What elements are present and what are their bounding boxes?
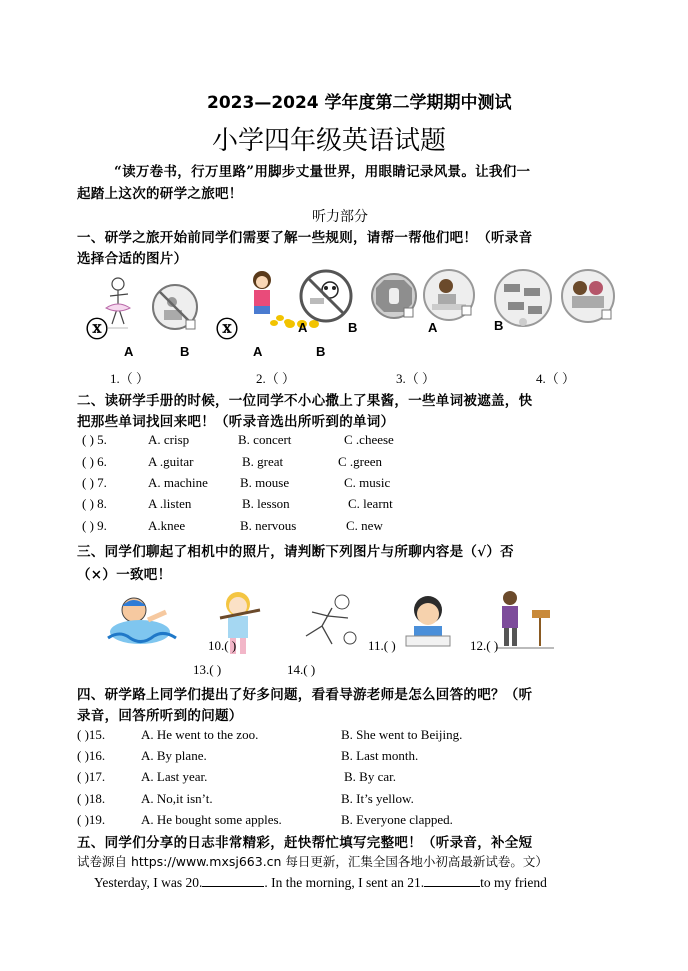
passage-start: Yesterday, I was 20. [94,875,203,890]
source-note: 试卷源自 https://www.mxsj663.cn 每日更新，汇集全国各地小初高最新试卷。文） [77,854,548,869]
section2-heading-line1: 二、读研学手册的时候，一位同学不小心撒上了果酱，一些单词被遮盖，快 [77,393,533,409]
option-a[interactable]: A .guitar [148,454,194,469]
option-a[interactable]: A. By plane. [141,748,207,763]
question-number: ( )17. [77,769,106,784]
question-number: ( ) 6. [82,454,107,469]
stop-hand-sign-picture [370,272,418,320]
passage-mid: . In the morning, I sent an 21. [264,875,425,890]
question-number: ( ) 8. [82,496,107,511]
question-number: ( ) 7. [82,475,107,490]
option-label-a: A [298,320,308,335]
swimmer-picture [100,592,180,654]
boy-kicking-ball-picture [292,592,366,656]
question-number: ( )16. [77,748,106,763]
no-feeding-panda-sign-picture [298,268,354,324]
exam-title: 2023—2024 学年度第二学期期中测试 [207,93,512,113]
boy-writing-picture [398,592,458,650]
passage-line [94,874,547,891]
option-label-a: A [428,320,438,335]
question-number: ( ) 5. [82,432,107,447]
option-c[interactable]: C. music [344,475,391,490]
answer-blank-14[interactable]: 14.( ) [287,662,316,677]
children-reading-picture [560,268,616,324]
answer-blank-10[interactable]: 10.( ) [208,638,237,653]
question-number: ( )19. [77,812,106,827]
answer-blank-2[interactable]: 2.（ ） [256,371,296,386]
passage-end: to my friend [480,875,547,890]
blank-20[interactable] [202,874,264,887]
answer-blank-1[interactable]: 1.（ ） [110,371,150,386]
section4-heading-line1: 四、研学路上同学们提出了好多问题，看看导游老师是怎么回答的吧？（听 [77,687,533,703]
section3-heading-line1: 三、同学们聊起了相机中的照片，请判断下列图片与所聊内容是（√）否 [77,544,514,560]
option-c[interactable]: C .cheese [344,432,394,447]
question-number: ( )15. [77,727,106,742]
option-c[interactable]: C .green [338,454,383,469]
cross-mark-icon: ⓧ [86,318,109,343]
option-a[interactable]: A.knee [148,518,186,533]
option-b[interactable]: B. concert [238,432,292,447]
option-a[interactable]: A. machine [148,475,208,490]
question-number: ( )18. [77,791,106,806]
option-a[interactable]: A. Last year. [141,769,208,784]
option-a[interactable]: A. crisp [148,432,190,447]
section1-heading-line2: 选择合适的图片） [77,251,188,267]
answer-blank-12[interactable]: 12.( ) [470,638,499,653]
option-a[interactable]: A. No,it isn’t. [141,791,213,806]
option-a[interactable]: A. He went to the zoo. [141,727,259,742]
blank-21[interactable] [424,874,480,887]
section5-heading-line1: 五、同学们分享的日志非常精彩，赶快帮忙填写完整吧！（听录音，补全短 [77,835,533,851]
option-label-a: A [253,344,263,359]
cross-mark-icon: ⓧ [216,318,239,343]
answer-blank-11[interactable]: 11.( ) [368,638,396,653]
no-ballgame-sign-picture [150,282,200,332]
option-b[interactable]: B. It’s yellow. [341,791,414,806]
option-b[interactable]: B. Everyone clapped. [341,812,453,827]
intro-line-2: 起踏上这次的研学之旅吧！ [77,186,243,202]
option-label-b: B [180,344,190,359]
intro-line-1: “读万卷书，行万里路”用脚步丈量世界，用眼睛记录风景。让我们一 [114,164,531,180]
girl-hiking-picture [488,588,558,654]
section1-heading-line1: 一、研学之旅开始前同学们需要了解一些规则，请帮一帮他们吧！（听录音 [77,230,533,246]
section4-heading-line2: 录音，回答所听到的问题） [77,708,243,724]
answer-blank-13[interactable]: 13.( ) [193,662,222,677]
option-a[interactable]: A .listen [148,496,192,511]
student-studying-picture [422,268,476,322]
section2-heading-line2: 把那些单词找回来吧！（听录音选出所听到的单词） [77,414,395,430]
option-b[interactable]: B. lesson [242,496,290,511]
option-b[interactable]: B. mouse [240,475,290,490]
option-a[interactable]: A. He bought some apples. [141,812,282,827]
option-b[interactable]: B. Last month. [341,748,419,763]
listening-heading: 听力部分 [312,210,368,225]
option-b[interactable]: B. nervous [240,518,297,533]
section3-heading-line2: （×）一致吧！ [77,567,172,583]
answer-blank-3[interactable]: 3.（ ） [396,371,436,386]
exam-subtitle: 小学四年级英语试题 [212,126,447,156]
option-label-b: B [348,320,358,335]
option-label-a: A [124,344,134,359]
option-b[interactable]: B. She went to Beijing. [341,727,463,742]
option-label-b: B [316,344,326,359]
option-c[interactable]: C. new [346,518,383,533]
question-number: ( ) 9. [82,518,107,533]
option-c[interactable]: C. learnt [348,496,393,511]
option-b[interactable]: B. By car. [344,769,396,784]
answer-blank-4[interactable]: 4.（ ） [536,371,576,386]
option-b[interactable]: B. great [242,454,284,469]
option-label-b: B [494,318,504,333]
